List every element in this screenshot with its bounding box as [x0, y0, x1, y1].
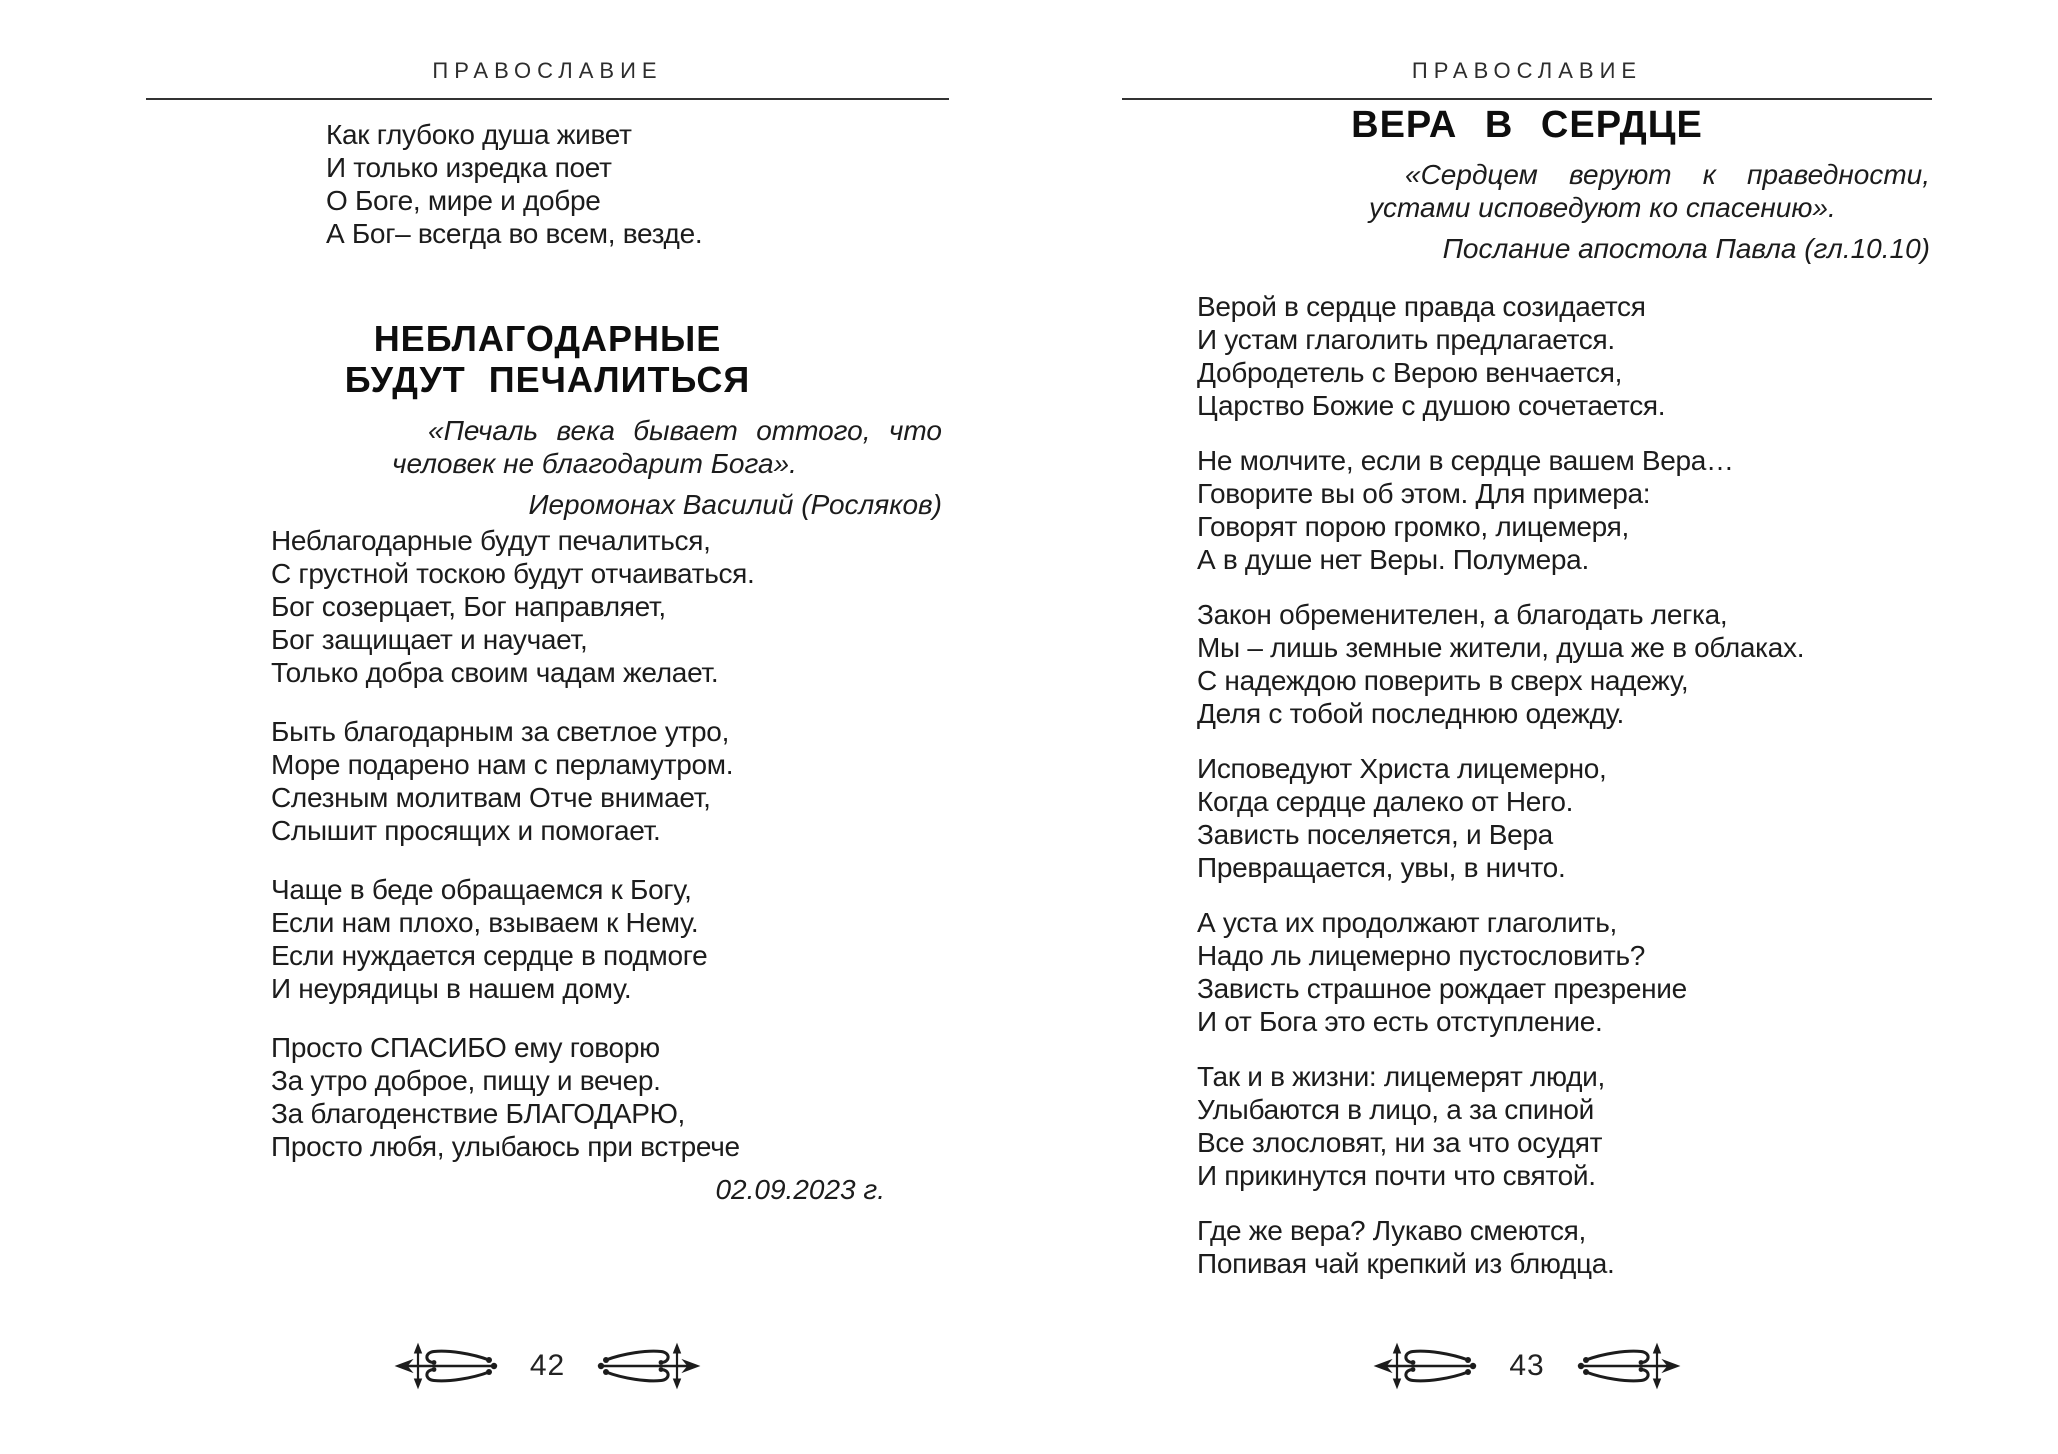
stanza	[1197, 290, 1804, 422]
poem-line: Слезным молитвам Отче внимает,	[271, 782, 711, 813]
stanza	[1197, 444, 1804, 576]
stanza	[1197, 1060, 1804, 1192]
arrow-flourish-icon	[394, 1342, 506, 1390]
poem-line: С надеждою поверить в сверх надежу,	[1197, 665, 1689, 696]
poem-line: Превращается, увы, в ничто.	[1197, 852, 1566, 883]
stanza	[271, 1031, 755, 1163]
running-header: ПРАВОСЛАВИЕ	[432, 58, 663, 83]
poem-body	[271, 524, 755, 1163]
poem-line: Просто любя, улыбаюсь при встрече	[271, 1131, 740, 1162]
epigraph-line: «Печаль века бывает оттого, что	[428, 415, 942, 446]
poem-title	[146, 318, 949, 400]
epigraph-attribution: Иеромонах Василий (Росляков)	[528, 489, 942, 520]
stanza	[271, 715, 755, 847]
poem-line: Так и в жизни: лицемерят люди,	[1197, 1061, 1605, 1092]
poem-line: За благоденствие БЛАГОДАРЮ,	[271, 1098, 686, 1129]
epigraph-line: «Сердцем веруют к праведности,	[1405, 159, 1930, 190]
opening-stanza	[326, 118, 702, 250]
poem-line: И от Бога это есть отступление.	[1197, 1006, 1603, 1037]
running-header: ПРАВОСЛАВИЕ	[1411, 58, 1643, 83]
poem-line: И неурядицы в нашем дому.	[271, 973, 632, 1004]
epigraph	[1369, 158, 1930, 265]
poem-line: А Бог– всегда во всем, везде.	[326, 218, 703, 249]
poem-line: Закон обременителен, а благодать легка,	[1197, 599, 1728, 630]
poem-title	[1122, 104, 1932, 146]
poem-title-line: ВЕРА В СЕРДЦЕ	[1351, 104, 1703, 146]
page-number: 42	[529, 1349, 566, 1382]
poem-date: 02.09.2023 г.	[715, 1174, 885, 1205]
poem-line: Неблагодарные будут печалиться,	[271, 525, 711, 556]
poem-line: С грустной тоскою будут отчаиваться.	[271, 558, 755, 589]
poem-line: Надо ль лицемерно пустословить?	[1197, 940, 1646, 971]
poem-line: Улыбаются в лицо, а за спиной	[1197, 1094, 1594, 1125]
poem-line: Царство Божие с душою сочетается.	[1197, 390, 1666, 421]
page-footer	[146, 1340, 949, 1392]
epigraph-line: устами исповедуют ко спасению».	[1369, 192, 1836, 223]
arrow-flourish-icon	[1569, 1342, 1681, 1390]
poem-line: О Боге, мире и добре	[326, 185, 601, 216]
poem-line: Все злословят, ни за что осудят	[1197, 1127, 1603, 1158]
poem-line: И прикинутся почти что святой.	[1197, 1160, 1596, 1191]
stanza	[1197, 1214, 1804, 1280]
poem-line: Море подарено нам с перламутром.	[271, 749, 734, 780]
stanza	[271, 524, 755, 689]
poem-line: И устам глаголить предлагается.	[1197, 324, 1615, 355]
poem-line: Попивая чай крепкий из блюдца.	[1197, 1248, 1615, 1279]
poem-line: Быть благодарным за светлое утро,	[271, 716, 730, 747]
poem-line: Бог защищает и научает,	[271, 624, 588, 655]
poem-line: Говорите вы об этом. Для примера:	[1197, 478, 1651, 509]
poem-line: Зависть поселяется, и Вера	[1197, 819, 1553, 850]
epigraph	[392, 414, 942, 521]
poem-line: А уста их продолжают глаголить,	[1197, 907, 1617, 938]
poem-line: А в душе нет Веры. Полумера.	[1197, 544, 1589, 575]
stanza	[1197, 906, 1804, 1038]
poem-line: Мы – лишь земные жители, душа же в облаках.	[1197, 632, 1805, 663]
page-footer	[1122, 1340, 1932, 1392]
poem-line: Просто СПАСИБО ему говорю	[271, 1032, 660, 1063]
poem-line: Как глубоко душа живет	[326, 119, 632, 150]
stanza	[1197, 752, 1804, 884]
poem-line: Верой в сердце правда созидается	[1197, 291, 1646, 322]
poem-line: Где же вера? Лукаво смеются,	[1197, 1215, 1586, 1246]
poem-line: За утро доброе, пищу и вечер.	[271, 1065, 661, 1096]
poem-line: Только добра своим чадам желает.	[271, 657, 719, 688]
stanza	[1197, 598, 1804, 730]
poem-title-line: НЕБЛАГОДАРНЫЕ	[373, 318, 722, 359]
header-rule	[1122, 98, 1932, 100]
page-number: 43	[1509, 1349, 1545, 1382]
poem-line: И только изредка поет	[326, 152, 612, 183]
poem-body	[1197, 290, 1804, 1280]
arrow-flourish-icon	[589, 1342, 701, 1390]
header-rule	[146, 98, 949, 100]
poem-line: Чаще в беде обращаемся к Богу,	[271, 874, 692, 905]
poem-line: Слышит просящих и помогает.	[271, 815, 661, 846]
poem-line: Не молчите, если в сердце вашем Вера…	[1197, 445, 1734, 476]
epigraph-attribution: Послание апостола Павла (гл.10.10)	[1442, 233, 1930, 264]
poem-line: Деля с тобой последнюю одежду.	[1197, 698, 1624, 729]
poem-line: Исповедуют Христа лицемерно,	[1197, 753, 1607, 784]
arrow-flourish-icon	[1373, 1342, 1485, 1390]
poem-line: Зависть страшное рождает презрение	[1197, 973, 1687, 1004]
poem-line: Говорят порою громко, лицемеря,	[1197, 511, 1629, 542]
poem-line: Добродетель с Верою венчается,	[1197, 357, 1623, 388]
epigraph-line: человек не благодарит Бога».	[392, 448, 797, 479]
stanza	[271, 873, 755, 1005]
poem-title-line: БУДУТ ПЕЧАЛИТЬСЯ	[344, 359, 751, 400]
page-43	[1029, 0, 2058, 1454]
poem-line: Если нам плохо, взываем к Нему.	[271, 907, 699, 938]
poem-line: Бог созерцает, Бог направляет,	[271, 591, 666, 622]
poem-line: Если нуждается сердце в подмоге	[271, 940, 708, 971]
poem-line: Когда сердце далеко от Него.	[1197, 786, 1574, 817]
